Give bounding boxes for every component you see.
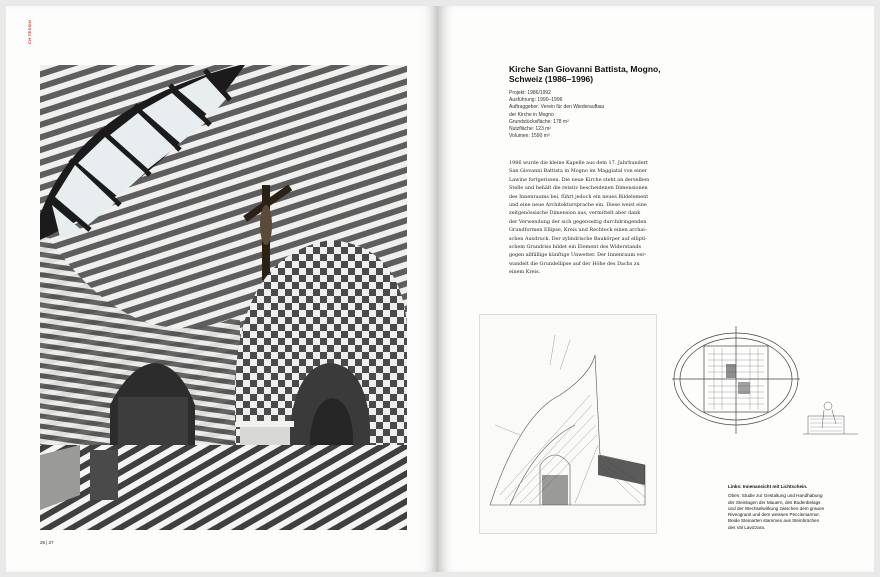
body-line: des Innenraums bei, führt jedoch ein neues Bildelement	[509, 193, 649, 200]
project-specs	[509, 90, 684, 140]
caption-line: der Steinlagen der Mauern, des Bodenbelags	[728, 499, 821, 505]
article-body	[509, 159, 686, 277]
caption-line: Beide Steinarten stammen aus Steinbrüchen	[728, 518, 820, 524]
left-page	[6, 6, 438, 572]
figure-caption	[728, 484, 858, 531]
body-line: San Giovanni Battista in Mogno im Maggiatal von einer	[509, 168, 648, 175]
section-tag: CH TESSIN	[27, 19, 32, 44]
church-interior-illustration	[40, 65, 407, 530]
spec-line: Grundstücksfläche: 178 m²	[509, 118, 569, 125]
article-title	[509, 64, 684, 84]
caption-body	[728, 493, 858, 531]
title-line: Kirche San Giovanni Battista, Mogno,	[509, 64, 661, 74]
caption-line: und der Wechselwirkung zwischen dem grauen	[728, 505, 825, 511]
body-line: 1986 wurde die kleine Kapelle aus dem 17. Jahrhundert	[509, 160, 648, 166]
body-line: schem Grundriss bildet ein Element des Widerstands	[509, 244, 641, 251]
body-line: gegen allfällige künftige Unwetter. Der Innenraum ver-	[509, 252, 647, 259]
spec-line: Volumen: 1590 m³	[509, 133, 550, 140]
church-interior-photo	[40, 65, 407, 530]
page-numbers: 26 | 27	[40, 540, 54, 545]
section-sketch-drawing	[480, 315, 656, 533]
right-page	[438, 6, 874, 572]
body-line: Grundformen Ellipse, Kreis und Rechteck einen archai-	[509, 227, 647, 234]
body-line: und eine neue Architektursprache ein. Diese weist eine	[509, 202, 647, 209]
caption-line: Oben: Studie zur Gestaltung und Handhabung	[728, 493, 823, 499]
body-line: Stelle und behält die relativ bescheidenen Dimensionen	[509, 185, 648, 192]
title-line: Schweiz (1986–1996)	[509, 74, 594, 84]
caption-title: Links: Innenansicht mit Lichtschein.	[728, 484, 808, 489]
body-line: einem Kreis.	[509, 269, 541, 276]
spec-line: Nutzfläche: 123 m²	[509, 126, 551, 133]
section-sketch	[479, 314, 657, 534]
spec-line: Projekt: 1986/1992	[509, 90, 551, 96]
caption-line: Riveogranit und dem weissen Peccismarmor.	[728, 512, 820, 518]
plan-sketch	[668, 324, 863, 460]
body-line: zeitgenössische Dimension aus, vermittelt aber dank	[509, 210, 641, 217]
body-line: wandelt die Grundellipse auf der Höhe des Dachs zu	[509, 260, 640, 267]
spec-line: Auftraggeber: Verein für den Wiederaufbau	[509, 104, 605, 111]
plan-sketch-drawing	[668, 324, 863, 460]
spec-line: der Kirche in Mogno	[509, 111, 554, 118]
caption-line: des Val Lavizzara.	[728, 524, 766, 530]
body-line: schen Ausdruck. Der zylindrische Baukörper auf ellipti-	[509, 235, 647, 242]
body-line: Lawine fortgerissen. Die neue Kirche steht an derselben	[509, 176, 650, 183]
spec-line: Ausführung: 1990–1996	[509, 97, 563, 104]
body-line: der Verwendung der sich gegenseitig durchdringenden	[509, 218, 647, 225]
